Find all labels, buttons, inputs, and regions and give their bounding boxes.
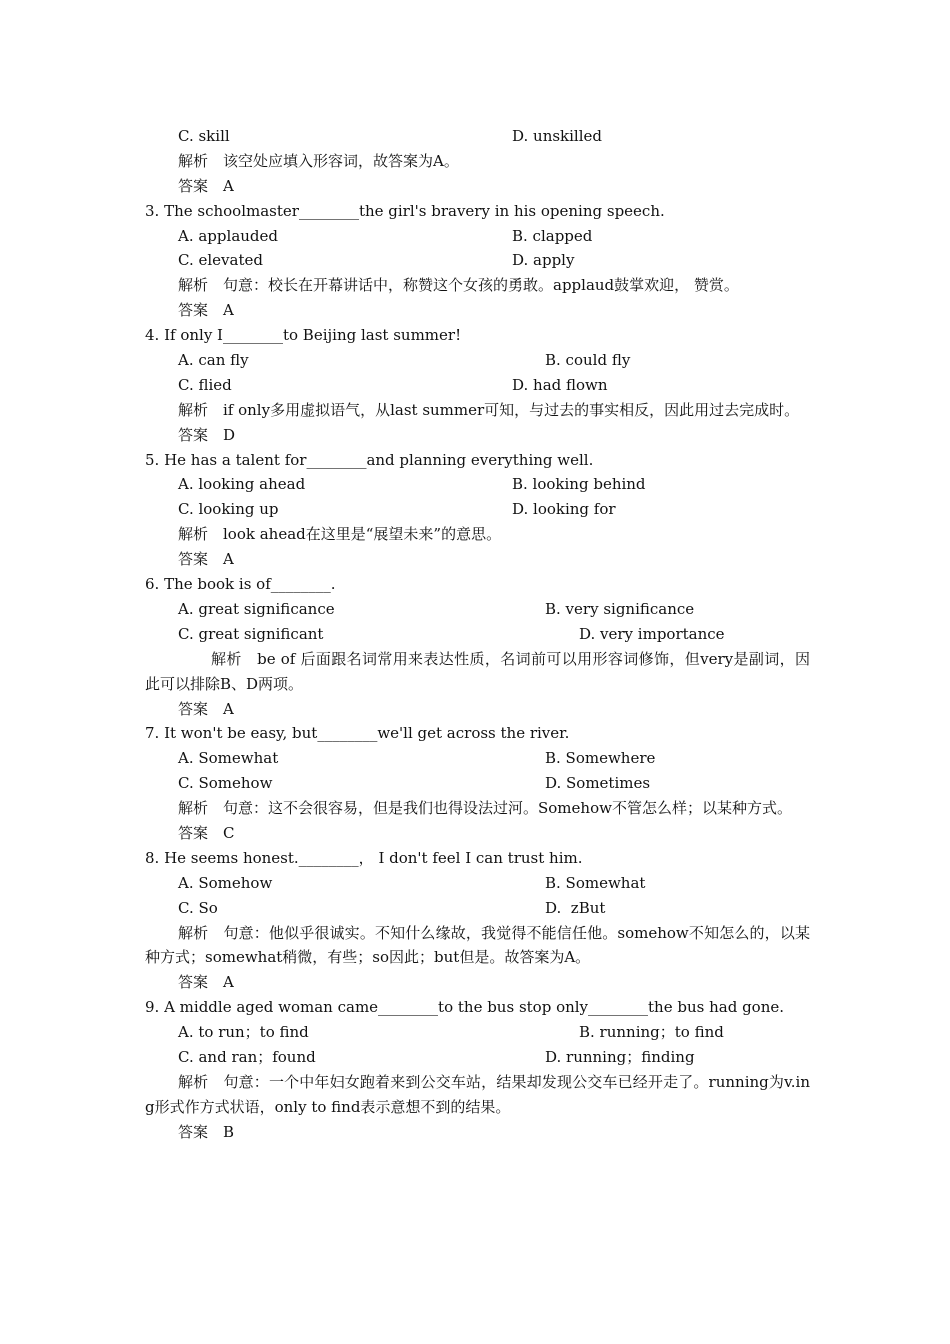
option-a: A. can fly <box>178 351 249 370</box>
option-c: C. and ran；found <box>178 1048 316 1067</box>
analysis: 解析 句意：这不会很容易，但是我们也得设法过河。Somehow不管怎么样；以某种方式。 <box>178 799 792 818</box>
answer: 答案 A <box>178 550 234 569</box>
answer: 答案 A <box>178 699 234 718</box>
option-b: B. very significance <box>545 599 695 618</box>
option-row <box>145 224 810 249</box>
option-d: D. looking for <box>512 500 616 519</box>
option-row <box>145 472 810 497</box>
question-stem: 4. If only I________to Beijing last summer! <box>145 326 462 345</box>
option-a: A. great significance <box>178 599 335 618</box>
option-b: B. running；to find <box>579 1023 724 1042</box>
option-row <box>145 1020 810 1045</box>
question-stem: 7. It won't be easy, but________we'll get across the river. <box>145 724 570 743</box>
option-d: D. had flown <box>512 375 608 394</box>
option-a: A. Somehow <box>178 873 273 892</box>
option-d: D. very importance <box>579 624 725 643</box>
option-c: C. skill <box>178 127 230 145</box>
question-stem: 5. He has a talent for________and planning everything well. <box>145 450 594 469</box>
option-d: D. unskilled <box>512 127 603 145</box>
option-row <box>145 373 810 398</box>
option-a: A. looking ahead <box>178 475 306 494</box>
question-stem: 6. The book is of________. <box>145 575 336 594</box>
document-content <box>145 124 810 1145</box>
option-a: A. Somewhat <box>178 749 279 768</box>
option-row <box>145 348 810 373</box>
answer: 答案 A <box>178 973 234 992</box>
analysis: 解析 该空处应填入形容词，故答案为A。 <box>178 151 459 170</box>
option-b: B. Somewhere <box>545 749 656 768</box>
option-d: D. Sometimes <box>545 774 651 793</box>
option-a: A. to run；to find <box>178 1023 309 1042</box>
option-c: C. flied <box>178 375 232 394</box>
option-row <box>145 124 810 149</box>
option-c: C. Somehow <box>178 774 273 793</box>
option-c: C. elevated <box>178 251 263 270</box>
option-b: B. looking behind <box>512 475 646 494</box>
option-row <box>145 746 810 771</box>
analysis: 解析 if only多用虚拟语气，从last summer可知，与过去的事实相反，因此用过去完成时。 <box>178 400 800 419</box>
analysis: 解析 句意：校长在开幕讲话中，称赞这个女孩的勇敢。applaud鼓掌欢迎， 赞赏。 <box>178 276 739 295</box>
option-c: C. great significant <box>178 624 324 643</box>
option-d: D. apply <box>512 251 575 270</box>
analysis: 解析 句意：一个中年妇女跑着来到公交车站，结果却发现公交车已经开走了。running为v.ing形式作方式状语，only to find表示意想不到的结果。 <box>145 1072 810 1116</box>
answer: 答案 A <box>178 176 234 195</box>
option-row <box>145 497 810 522</box>
option-row <box>145 896 810 921</box>
analysis: 解析 be of 后面跟名词常用来表达性质，名词前可以用形容词修饰，但very是副词，因此可以排除B、D两项。 <box>145 649 810 693</box>
option-b: B. could fly <box>545 351 631 370</box>
answer: 答案 D <box>178 425 236 444</box>
question-stem: 8. He seems honest.________， I don't feel I can trust him. <box>145 848 583 867</box>
option-row <box>145 597 810 622</box>
option-row <box>145 622 810 647</box>
option-row <box>145 871 810 896</box>
answer: 答案 C <box>178 824 235 842</box>
option-d: D. zBut <box>545 898 606 917</box>
answer: 答案 A <box>178 301 234 320</box>
option-c: C. So <box>178 898 218 917</box>
question-stem: 3. The schoolmaster________the girl's bravery in his opening speech. <box>145 201 665 220</box>
option-a: A. applauded <box>178 226 278 245</box>
option-b: B. clapped <box>512 226 593 245</box>
analysis: 解析 句意：他似乎很诚实。不知什么缘故，我觉得不能信任他。somehow不知怎么的，以某种方式；somewhat稍微，有些；so因此；but但是。故答案为A。 <box>145 923 810 967</box>
option-row <box>145 248 810 273</box>
analysis: 解析 look ahead在这里是“展望未来”的意思。 <box>178 525 502 544</box>
option-c: C. looking up <box>178 500 279 519</box>
question-stem: 9. A middle aged woman came________to the bus stop only________the bus had gone. <box>145 998 785 1017</box>
option-row <box>145 1045 810 1070</box>
option-row <box>145 771 810 796</box>
option-b: B. Somewhat <box>545 873 646 892</box>
answer: 答案 B <box>178 1122 235 1141</box>
option-d: D. running；finding <box>545 1048 695 1067</box>
